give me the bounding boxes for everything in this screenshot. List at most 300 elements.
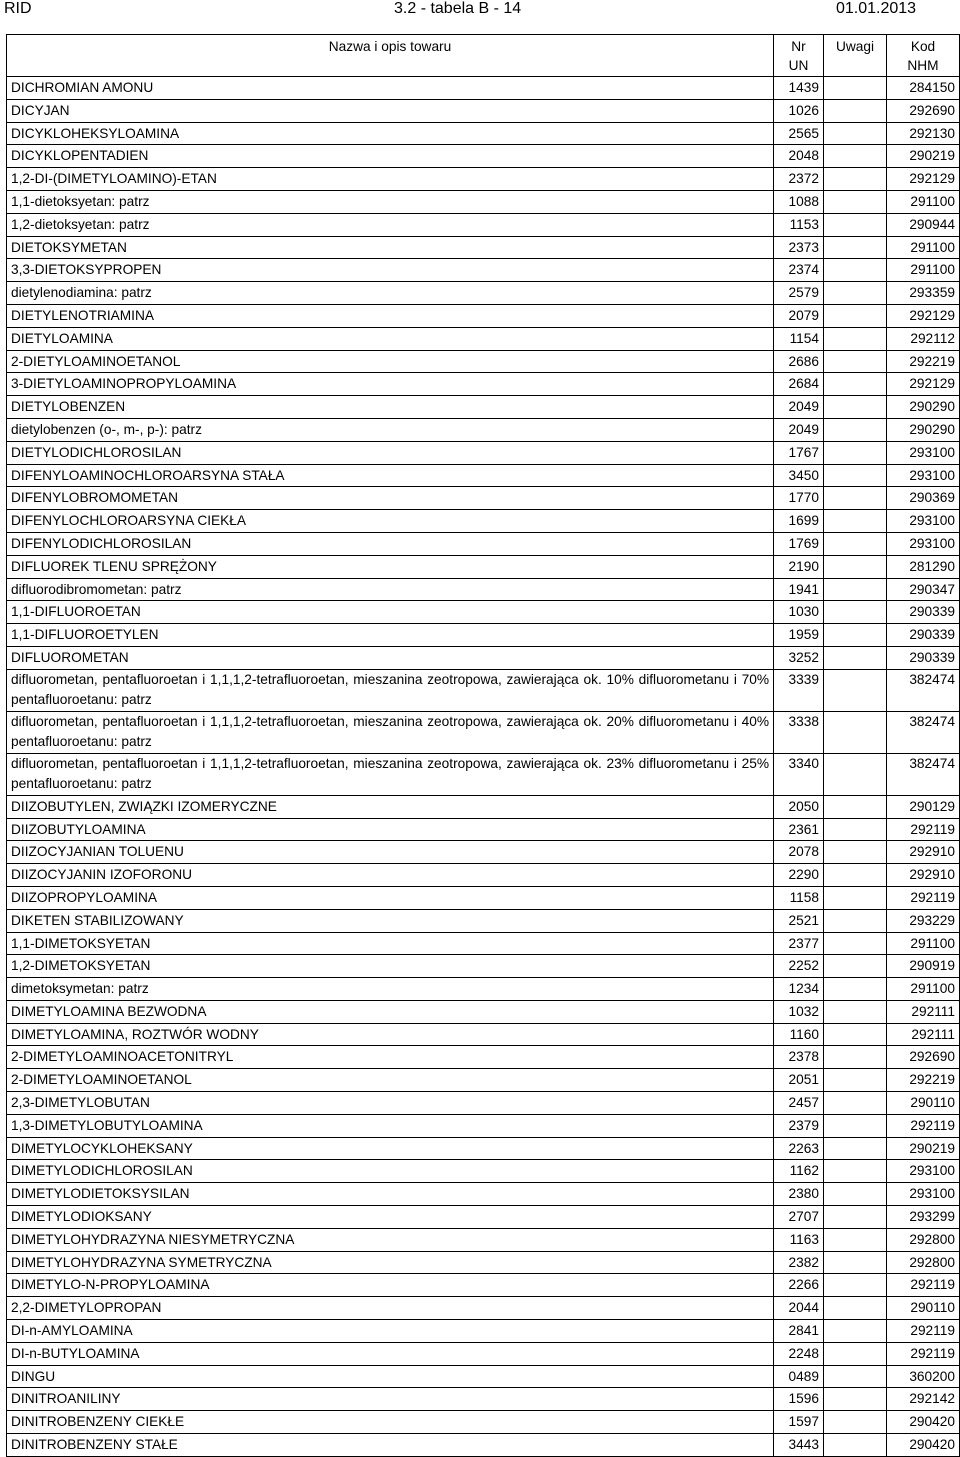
cell-un-number: 1596 [774,1388,824,1411]
cell-nhm-code: 290347 [887,578,960,601]
table-row [7,236,960,259]
cell-un-number: 2190 [774,555,824,578]
table-row [7,753,960,795]
cell-remarks [824,1160,887,1183]
cell-remarks [824,77,887,100]
cell-name: difluorometan, pentafluoroetan i 1,1,1,2-tetrafluoroetan, mieszanina zeotropowa, zawierająca ok. 23% difluorometanu i 25% pentafluoroetanu: patrz [7,753,774,795]
table-row [7,932,960,955]
cell-un-number: 2252 [774,955,824,978]
cell-nhm-code: 281290 [887,555,960,578]
table-row [7,441,960,464]
cell-remarks [824,818,887,841]
cell-un-number: 2378 [774,1046,824,1069]
cell-name: DIFENYLODICHLOROSILAN [7,532,774,555]
cell-nhm-code: 290420 [887,1434,960,1457]
cell-nhm-code: 360200 [887,1365,960,1388]
cell-nhm-code: 293100 [887,532,960,555]
table-row [7,1251,960,1274]
cell-name: DIETYLOAMINA [7,327,774,350]
cell-nhm-code: 290290 [887,418,960,441]
table-row [7,818,960,841]
cell-un-number: 1154 [774,327,824,350]
cell-nhm-code: 291100 [887,978,960,1001]
column-header-un-line2: UN [788,58,809,73]
cell-nhm-code: 290129 [887,795,960,818]
table-row [7,841,960,864]
cell-name: dietylenodiamina: patrz [7,282,774,305]
table-row [7,864,960,887]
cell-remarks [824,1388,887,1411]
cell-name: DIETOKSYMETAN [7,236,774,259]
cell-name: DIKETEN STABILIZOWANY [7,909,774,932]
cell-name: DINGU [7,1365,774,1388]
cell-name: 2,2-DIMETYLOPROPAN [7,1297,774,1320]
cell-name: DIMETYLODICHLOROSILAN [7,1160,774,1183]
cell-name: 1,1-DIFLUOROETAN [7,601,774,624]
cell-remarks [824,624,887,647]
cell-nhm-code: 290290 [887,396,960,419]
cell-nhm-code: 292800 [887,1228,960,1251]
cell-nhm-code: 292119 [887,1274,960,1297]
cell-un-number: 2051 [774,1069,824,1092]
cell-remarks [824,669,887,711]
cell-un-number: 3443 [774,1434,824,1457]
cell-nhm-code: 292219 [887,1069,960,1092]
table-row [7,886,960,909]
cell-remarks [824,909,887,932]
cell-nhm-code: 292112 [887,327,960,350]
cell-name: difluorodibromometan: patrz [7,578,774,601]
table-row [7,1000,960,1023]
table-row [7,464,960,487]
table-row [7,1069,960,1092]
cell-nhm-code: 293100 [887,1183,960,1206]
cell-remarks [824,1069,887,1092]
table-row [7,1206,960,1229]
cell-nhm-code: 293359 [887,282,960,305]
cell-un-number: 1234 [774,978,824,1001]
cell-un-number: 2521 [774,909,824,932]
cell-name: DIMETYLODIETOKSYSILAN [7,1183,774,1206]
cell-un-number: 2263 [774,1137,824,1160]
cell-remarks [824,259,887,282]
table-row [7,1137,960,1160]
table-row [7,646,960,669]
cell-name: 1,3-DIMETYLOBUTYLOAMINA [7,1114,774,1137]
table-row [7,396,960,419]
table-row [7,213,960,236]
cell-un-number: 2380 [774,1183,824,1206]
cell-name: 1,1-dietoksyetan: patrz [7,190,774,213]
cell-name: 1,1-DIMETOKSYETAN [7,932,774,955]
cell-un-number: 1699 [774,510,824,533]
cell-nhm-code: 293100 [887,441,960,464]
cell-name: DIMETYLOCYKLOHEKSANY [7,1137,774,1160]
cell-remarks [824,282,887,305]
cell-remarks [824,441,887,464]
table-row [7,1320,960,1343]
cell-remarks [824,795,887,818]
cell-remarks [824,373,887,396]
cell-un-number: 1941 [774,578,824,601]
cell-nhm-code: 293100 [887,510,960,533]
cell-nhm-code: 292119 [887,1320,960,1343]
cell-nhm-code: 293100 [887,1160,960,1183]
cell-un-number: 2684 [774,373,824,396]
cell-remarks [824,955,887,978]
goods-table [6,34,960,1457]
cell-nhm-code: 290110 [887,1297,960,1320]
cell-un-number: 2707 [774,1206,824,1229]
column-header-un-line1: Nr [791,39,806,54]
cell-name: 1,2-DIMETOKSYETAN [7,955,774,978]
table-row [7,373,960,396]
cell-name: DINITROBENZENY STAŁE [7,1434,774,1457]
table-header [7,35,960,77]
cell-remarks [824,145,887,168]
table-row [7,1046,960,1069]
cell-un-number: 2379 [774,1114,824,1137]
table-row [7,795,960,818]
table-row [7,145,960,168]
cell-name: 3,3-DIETOKSYPROPEN [7,259,774,282]
cell-name: DIETYLODICHLOROSILAN [7,441,774,464]
header-document-label: RID [4,0,32,17]
cell-nhm-code: 292129 [887,373,960,396]
cell-un-number: 1959 [774,624,824,647]
cell-name: DINITROBENZENY CIEKŁE [7,1411,774,1434]
cell-name: DIFENYLOAMINOCHLOROARSYNA STAŁA [7,464,774,487]
column-header-remarks: Uwagi [824,35,887,77]
cell-remarks [824,350,887,373]
cell-remarks [824,1411,887,1434]
cell-nhm-code: 382474 [887,753,960,795]
cell-remarks [824,1023,887,1046]
cell-remarks [824,487,887,510]
cell-un-number: 2049 [774,396,824,419]
table-row [7,350,960,373]
table-row [7,190,960,213]
table-row [7,259,960,282]
cell-un-number: 2078 [774,841,824,864]
cell-name: DIIZOCYJANIN IZOFORONU [7,864,774,887]
table-row [7,1297,960,1320]
table-row [7,711,960,753]
cell-name: 2-DIETYLOAMINOETANOL [7,350,774,373]
cell-name: 1,1-DIFLUOROETYLEN [7,624,774,647]
cell-name: difluorometan, pentafluoroetan i 1,1,1,2-tetrafluoroetan, mieszanina zeotropowa, zawierająca ok. 20% difluorometanu i 40% pentafluoroetanu: patrz [7,711,774,753]
cell-remarks [824,1092,887,1115]
cell-remarks [824,1228,887,1251]
cell-remarks [824,510,887,533]
cell-nhm-code: 292129 [887,168,960,191]
cell-un-number: 1153 [774,213,824,236]
cell-nhm-code: 290919 [887,955,960,978]
cell-name: DIMETYLOHYDRAZYNA NIESYMETRYCZNA [7,1228,774,1251]
cell-remarks [824,646,887,669]
cell-un-number: 2457 [774,1092,824,1115]
cell-remarks [824,1206,887,1229]
cell-remarks [824,578,887,601]
cell-name: DIIZOBUTYLOAMINA [7,818,774,841]
table-row [7,327,960,350]
table-row [7,669,960,711]
cell-name: DIFENYLOBROMOMETAN [7,487,774,510]
cell-nhm-code: 292119 [887,1342,960,1365]
cell-un-number: 1767 [774,441,824,464]
cell-un-number: 2361 [774,818,824,841]
cell-remarks [824,304,887,327]
table-row [7,1228,960,1251]
cell-un-number: 2579 [774,282,824,305]
cell-un-number: 1026 [774,99,824,122]
cell-name: 2-DIMETYLOAMINOETANOL [7,1069,774,1092]
cell-remarks [824,99,887,122]
cell-un-number: 2372 [774,168,824,191]
table-row [7,1114,960,1137]
cell-un-number: 1162 [774,1160,824,1183]
cell-remarks [824,1114,887,1137]
cell-nhm-code: 293299 [887,1206,960,1229]
table-row [7,1274,960,1297]
cell-nhm-code: 382474 [887,711,960,753]
table-row [7,99,960,122]
cell-nhm-code: 290420 [887,1411,960,1434]
cell-nhm-code: 292129 [887,304,960,327]
cell-nhm-code: 290339 [887,646,960,669]
cell-un-number: 1597 [774,1411,824,1434]
cell-remarks [824,1046,887,1069]
cell-name: DI-n-BUTYLOAMINA [7,1342,774,1365]
cell-nhm-code: 292910 [887,841,960,864]
cell-name: DINITROANILINY [7,1388,774,1411]
table-row [7,578,960,601]
cell-nhm-code: 290944 [887,213,960,236]
cell-remarks [824,841,887,864]
table-row [7,1365,960,1388]
cell-un-number: 2050 [774,795,824,818]
cell-un-number: 1770 [774,487,824,510]
cell-name: DICYJAN [7,99,774,122]
cell-remarks [824,190,887,213]
cell-nhm-code: 292910 [887,864,960,887]
cell-name: 2-DIMETYLOAMINOACETONITRYL [7,1046,774,1069]
cell-un-number: 2044 [774,1297,824,1320]
cell-un-number: 2841 [774,1320,824,1343]
cell-name: DIETYLENOTRIAMINA [7,304,774,327]
table-row [7,1388,960,1411]
cell-un-number: 1439 [774,77,824,100]
table-row [7,601,960,624]
cell-un-number: 0489 [774,1365,824,1388]
cell-remarks [824,396,887,419]
cell-un-number: 1158 [774,886,824,909]
cell-un-number: 2374 [774,259,824,282]
cell-un-number: 3252 [774,646,824,669]
cell-remarks [824,1274,887,1297]
cell-name: DIMETYLO-N-PROPYLOAMINA [7,1274,774,1297]
cell-un-number: 2290 [774,864,824,887]
cell-name: DIFLUOREK TLENU SPRĘŻONY [7,555,774,578]
cell-remarks [824,1365,887,1388]
cell-nhm-code: 382474 [887,669,960,711]
cell-un-number: 3339 [774,669,824,711]
cell-un-number: 2048 [774,145,824,168]
cell-remarks [824,886,887,909]
table-row [7,510,960,533]
table-row [7,1411,960,1434]
cell-remarks [824,213,887,236]
cell-nhm-code: 292111 [887,1023,960,1046]
cell-remarks [824,753,887,795]
cell-nhm-code: 291100 [887,932,960,955]
cell-remarks [824,1297,887,1320]
cell-name: DIIZOPROPYLOAMINA [7,886,774,909]
cell-name: DIMETYLOHYDRAZYNA SYMETRYCZNA [7,1251,774,1274]
cell-nhm-code: 290369 [887,487,960,510]
cell-nhm-code: 292690 [887,99,960,122]
cell-un-number: 2049 [774,418,824,441]
table-row [7,955,960,978]
cell-remarks [824,555,887,578]
table-row [7,1434,960,1457]
cell-nhm-code: 292119 [887,818,960,841]
cell-nhm-code: 290110 [887,1092,960,1115]
cell-un-number: 2266 [774,1274,824,1297]
table-row [7,978,960,1001]
cell-name: dietylobenzen (o-, m-, p-): patrz [7,418,774,441]
table-row [7,1342,960,1365]
cell-name: DICHROMIAN AMONU [7,77,774,100]
cell-un-number: 2382 [774,1251,824,1274]
cell-nhm-code: 292119 [887,886,960,909]
table-row [7,77,960,100]
cell-un-number: 1769 [774,532,824,555]
cell-name: DIETYLOBENZEN [7,396,774,419]
cell-un-number: 2686 [774,350,824,373]
cell-name: DIFLUOROMETAN [7,646,774,669]
cell-nhm-code: 292800 [887,1251,960,1274]
cell-nhm-code: 284150 [887,77,960,100]
cell-remarks [824,1320,887,1343]
table-row [7,532,960,555]
cell-name: 2,3-DIMETYLOBUTAN [7,1092,774,1115]
cell-un-number: 2248 [774,1342,824,1365]
cell-nhm-code: 292119 [887,1114,960,1137]
cell-remarks [824,711,887,753]
column-header-name: Nazwa i opis towaru [7,35,774,77]
cell-remarks [824,601,887,624]
cell-name: 1,2-dietoksyetan: patrz [7,213,774,236]
cell-nhm-code: 291100 [887,190,960,213]
cell-remarks [824,418,887,441]
cell-remarks [824,464,887,487]
table-row [7,555,960,578]
cell-un-number: 2377 [774,932,824,955]
cell-name: 1,2-DI-(DIMETYLOAMINO)-ETAN [7,168,774,191]
page-header [0,0,960,22]
cell-remarks [824,1251,887,1274]
cell-remarks [824,1342,887,1365]
cell-name: DIIZOCYJANIAN TOLUENU [7,841,774,864]
cell-nhm-code: 291100 [887,259,960,282]
cell-name: DIFENYLOCHLOROARSYNA CIEKŁA [7,510,774,533]
cell-nhm-code: 290219 [887,145,960,168]
cell-un-number: 1030 [774,601,824,624]
table-body [7,77,960,1457]
cell-remarks [824,1000,887,1023]
table-row [7,418,960,441]
cell-name: DIMETYLOAMINA BEZWODNA [7,1000,774,1023]
cell-un-number: 2079 [774,304,824,327]
table-row [7,168,960,191]
cell-un-number: 3340 [774,753,824,795]
cell-name: DIIZOBUTYLEN, ZWIĄZKI IZOMERYCZNE [7,795,774,818]
table-row [7,1092,960,1115]
cell-nhm-code: 293229 [887,909,960,932]
cell-un-number: 2565 [774,122,824,145]
cell-remarks [824,327,887,350]
cell-nhm-code: 290219 [887,1137,960,1160]
cell-un-number: 3450 [774,464,824,487]
table-row [7,909,960,932]
cell-nhm-code: 292130 [887,122,960,145]
column-header-code [887,35,960,77]
cell-remarks [824,1183,887,1206]
cell-nhm-code: 292219 [887,350,960,373]
table-row [7,624,960,647]
header-date: 01.01.2013 [836,0,917,17]
cell-nhm-code: 292142 [887,1388,960,1411]
cell-name: dimetoksymetan: patrz [7,978,774,1001]
cell-nhm-code: 292111 [887,1000,960,1023]
cell-name: DICYKLOHEKSYLOAMINA [7,122,774,145]
header-table-title: 3.2 - tabela B - 14 [394,0,522,17]
cell-nhm-code: 290339 [887,601,960,624]
cell-remarks [824,122,887,145]
column-header-code-line2: NHM [907,58,939,73]
cell-un-number: 2373 [774,236,824,259]
cell-remarks [824,1137,887,1160]
cell-remarks [824,236,887,259]
cell-un-number: 1160 [774,1023,824,1046]
cell-un-number: 1032 [774,1000,824,1023]
table-row [7,1023,960,1046]
table-row [7,1160,960,1183]
cell-name: 3-DIETYLOAMINOPROPYLOAMINA [7,373,774,396]
column-header-code-line1: Kod [910,39,936,54]
cell-nhm-code: 292690 [887,1046,960,1069]
cell-name: DICYKLOPENTADIEN [7,145,774,168]
table-row [7,1183,960,1206]
table-row [7,487,960,510]
column-header-un [774,35,824,77]
cell-nhm-code: 293100 [887,464,960,487]
cell-remarks [824,168,887,191]
table-row [7,122,960,145]
cell-remarks [824,978,887,1001]
cell-un-number: 3338 [774,711,824,753]
cell-name: DIMETYLOAMINA, ROZTWÓR WODNY [7,1023,774,1046]
cell-remarks [824,864,887,887]
cell-nhm-code: 290339 [887,624,960,647]
cell-nhm-code: 291100 [887,236,960,259]
cell-remarks [824,532,887,555]
table-row [7,282,960,305]
cell-name: DIMETYLODIOKSANY [7,1206,774,1229]
cell-un-number: 1163 [774,1228,824,1251]
cell-un-number: 1088 [774,190,824,213]
